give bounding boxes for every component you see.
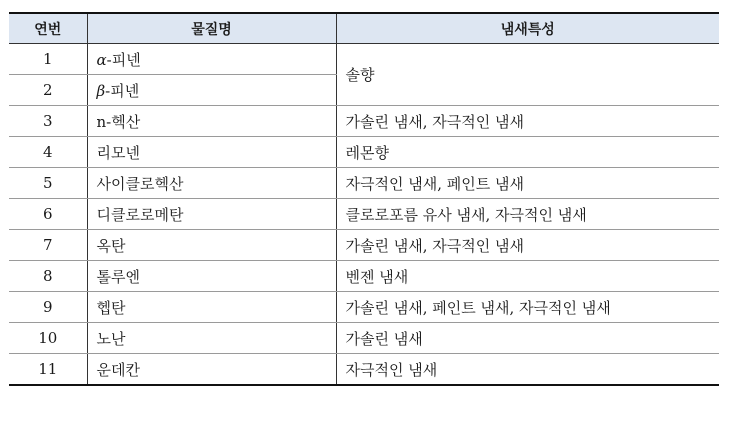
row-no: 7 <box>9 230 87 261</box>
row-no: 3 <box>9 106 87 137</box>
greek-prefix: α <box>96 50 107 69</box>
row-name-text: -피넨 <box>106 50 141 69</box>
row-name: 디클로로메탄 <box>87 199 336 230</box>
row-no: 6 <box>9 199 87 230</box>
row-odor: 가솔린 냄새, 자극적인 냄새 <box>336 106 719 137</box>
row-name: 옥탄 <box>87 230 336 261</box>
row-odor: 가솔린 냄새, 페인트 냄새, 자극적인 냄새 <box>336 292 719 323</box>
row-name: n-헥산 <box>87 106 336 137</box>
table-row <box>9 44 719 75</box>
table-header-row <box>9 13 719 44</box>
odor-table <box>9 12 719 386</box>
header-odor: 냄새특성 <box>336 13 719 44</box>
header-name: 물질명 <box>87 13 336 44</box>
row-odor: 자극적인 냄새, 페인트 냄새 <box>336 168 719 199</box>
row-no: 11 <box>9 354 87 386</box>
row-name: 헵탄 <box>87 292 336 323</box>
row-name <box>87 44 336 75</box>
row-odor: 솔향 <box>336 44 719 106</box>
table-row <box>9 261 719 292</box>
row-no: 1 <box>9 44 87 75</box>
row-name: 사이클로헥산 <box>87 168 336 199</box>
row-no: 2 <box>9 75 87 106</box>
greek-prefix: β <box>96 81 106 100</box>
row-no: 5 <box>9 168 87 199</box>
table-row <box>9 199 719 230</box>
header-no: 연번 <box>9 13 87 44</box>
row-name: 톨루엔 <box>87 261 336 292</box>
row-odor: 가솔린 냄새 <box>336 323 719 354</box>
row-name: 노난 <box>87 323 336 354</box>
row-odor: 레몬향 <box>336 137 719 168</box>
row-name <box>87 75 336 106</box>
table-row <box>9 168 719 199</box>
row-odor: 자극적인 냄새 <box>336 354 719 386</box>
row-no: 8 <box>9 261 87 292</box>
table-row <box>9 106 719 137</box>
row-odor: 클로로포름 유사 냄새, 자극적인 냄새 <box>336 199 719 230</box>
table-row <box>9 137 719 168</box>
table-row <box>9 292 719 323</box>
row-name: 리모넨 <box>87 137 336 168</box>
row-no: 4 <box>9 137 87 168</box>
row-no: 10 <box>9 323 87 354</box>
row-no: 9 <box>9 292 87 323</box>
row-odor: 벤젠 냄새 <box>336 261 719 292</box>
table-row <box>9 354 719 386</box>
table-row <box>9 230 719 261</box>
table-row <box>9 323 719 354</box>
row-name-text: -피넨 <box>105 81 140 100</box>
row-name: 운데칸 <box>87 354 336 386</box>
row-odor: 가솔린 냄새, 자극적인 냄새 <box>336 230 719 261</box>
